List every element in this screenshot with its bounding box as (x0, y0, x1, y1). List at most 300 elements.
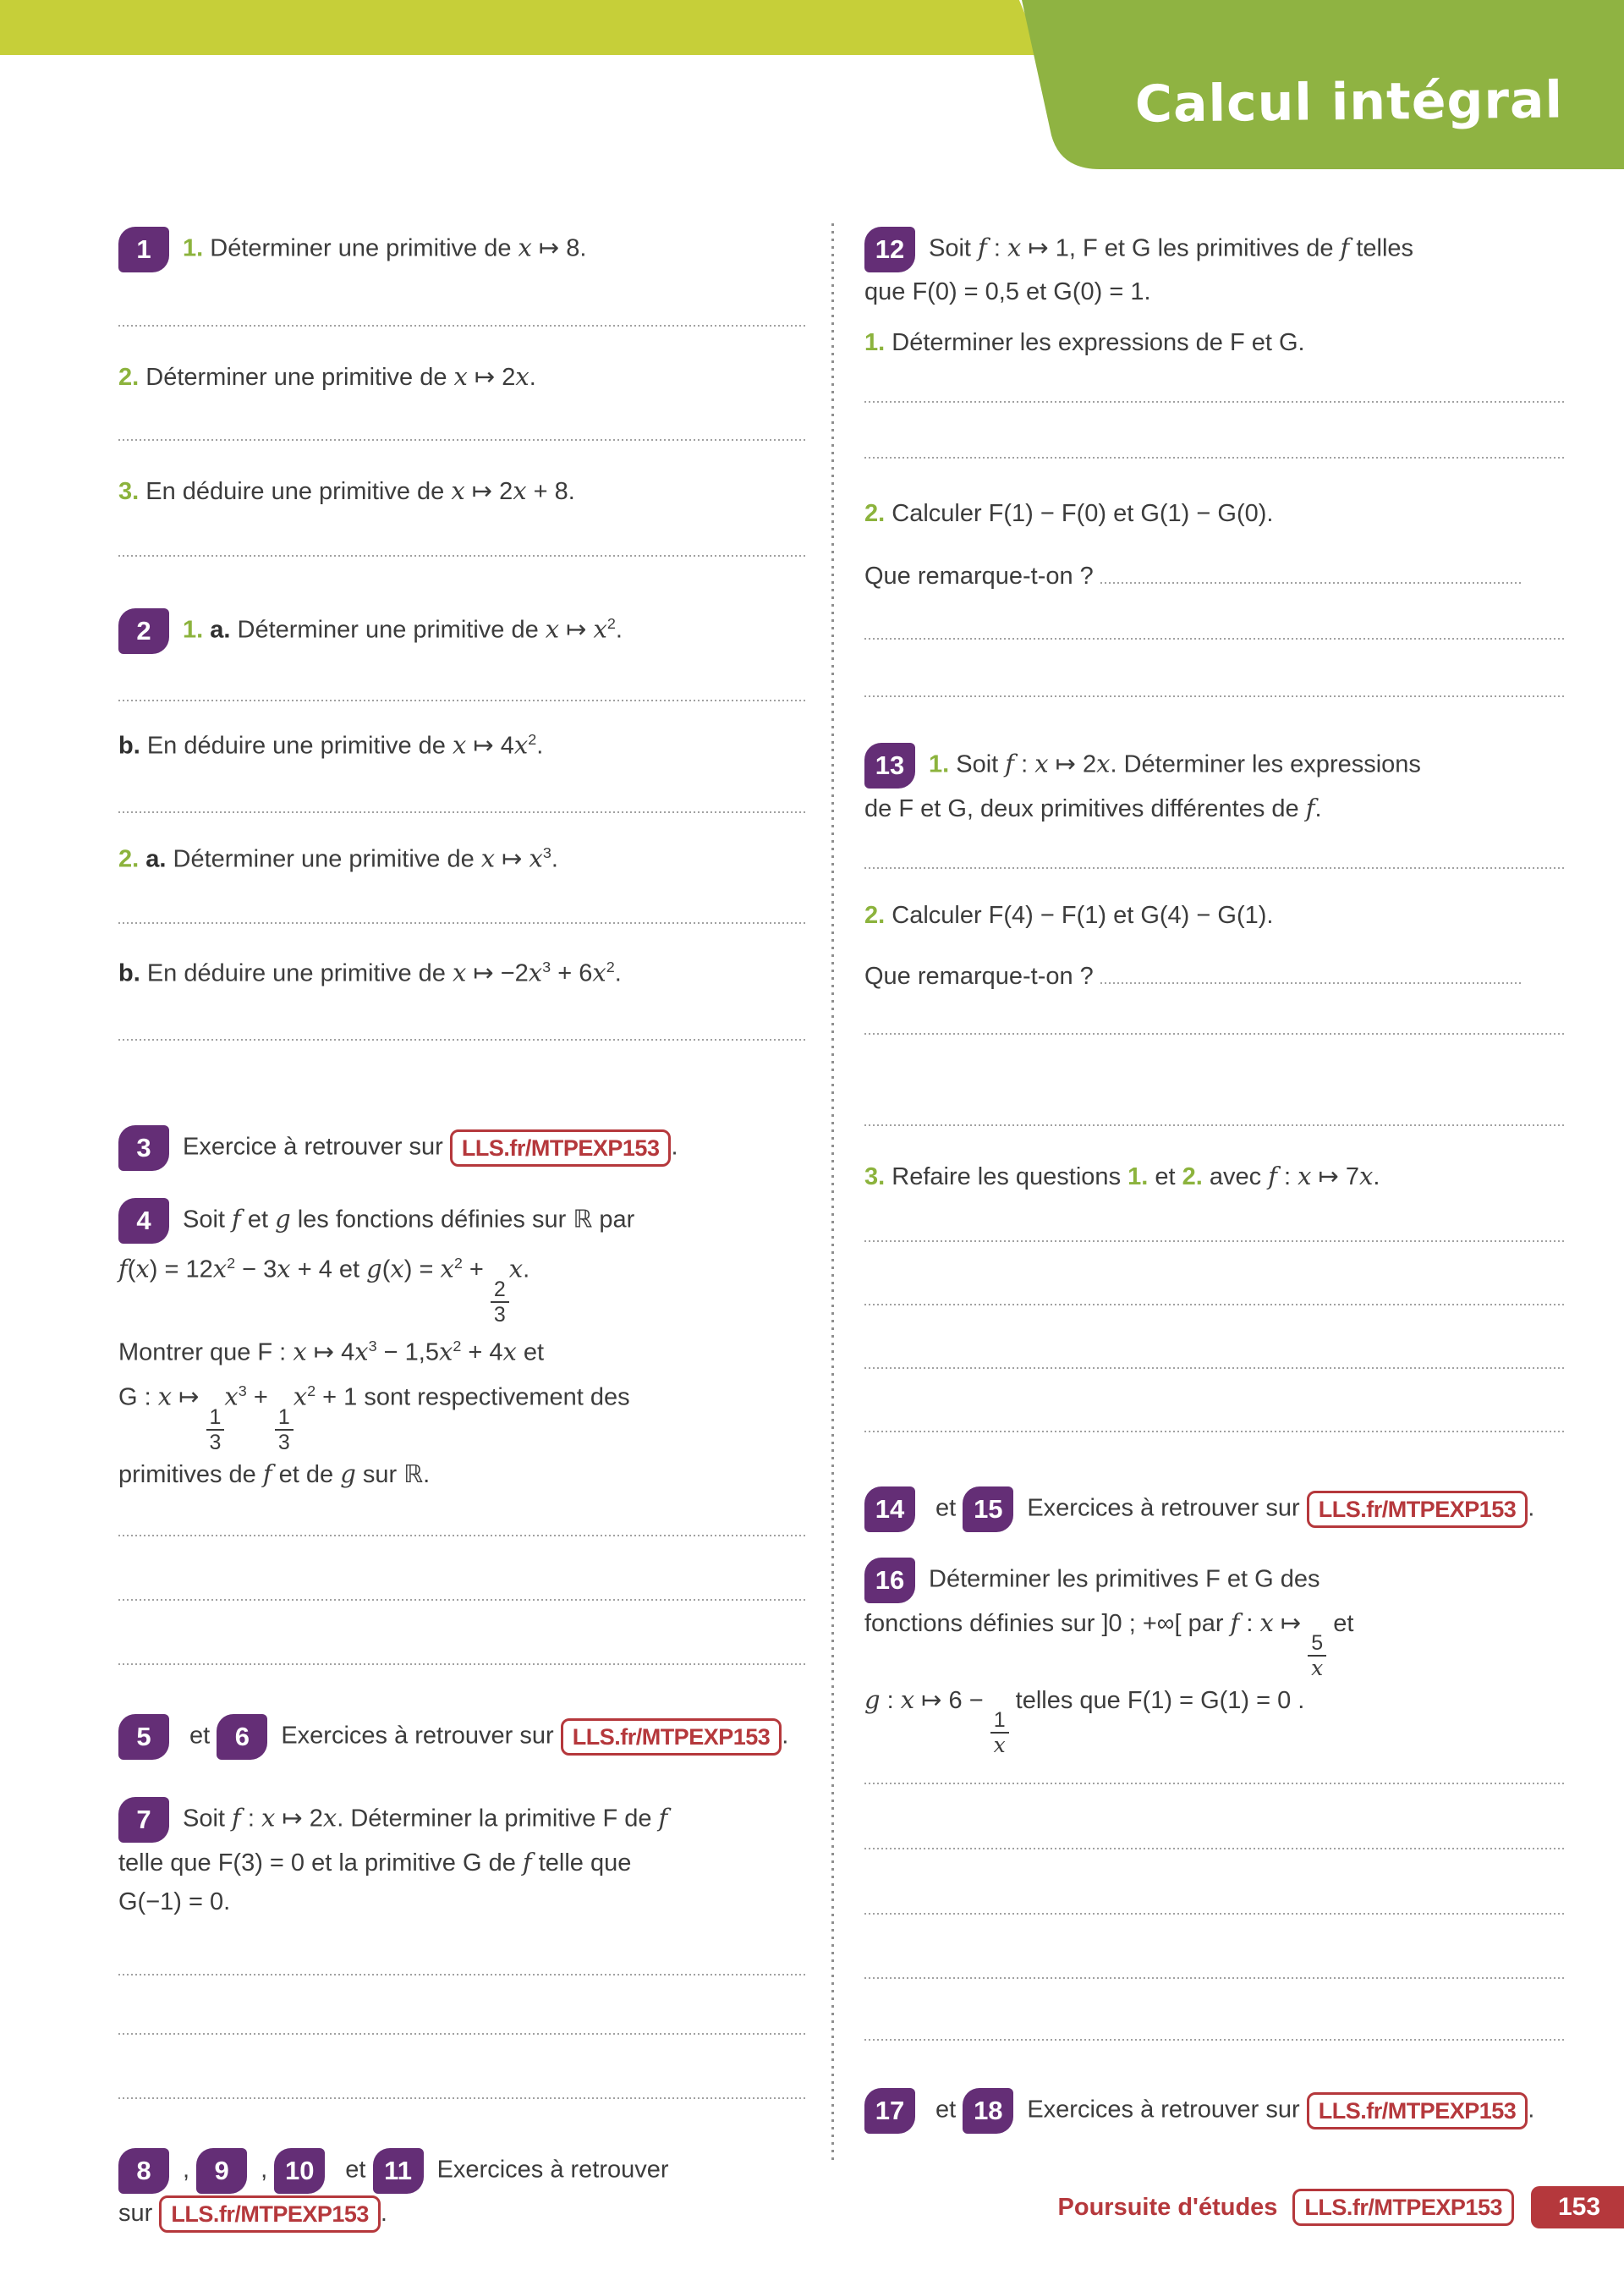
exercise-badge: 7 (118, 1797, 169, 1843)
math-variable: f (978, 233, 987, 262)
text-run: ↦ 4 (466, 732, 514, 760)
exercise-badge: 17 (864, 2088, 915, 2134)
answer-line (864, 1240, 1566, 1242)
exponent: 2 (307, 1382, 316, 1400)
text-run: Calculer F(4) − F(1) et G(4) − G(1). (892, 902, 1274, 929)
math-variable: f (658, 1803, 668, 1833)
text-run: + (462, 1256, 491, 1283)
text-run: Que remarque-t-on ? (864, 563, 1100, 590)
fraction (990, 1708, 1009, 1757)
text-run: ↦ −2 (466, 959, 529, 987)
text-run: . (614, 959, 622, 987)
answer-line (118, 1599, 805, 1601)
exercise-badge: 11 (373, 2148, 424, 2194)
text-run: : (1239, 1610, 1260, 1637)
exercise-badge: 12 (864, 227, 915, 272)
math-variable: x (390, 1254, 404, 1283)
text-run: Soit (183, 1206, 233, 1234)
answer-line (118, 439, 805, 441)
math-variable: x (261, 1803, 276, 1833)
exercise-block (118, 720, 805, 766)
right-column (864, 227, 1566, 2134)
text-run: Déterminer une primitive de (210, 234, 518, 262)
math-variable: x (440, 1254, 454, 1283)
question-number: 1. (183, 234, 211, 262)
exercise-block (864, 1486, 1566, 1532)
math-variable: x (518, 233, 532, 262)
exercise-line (864, 1157, 1566, 1196)
exercise-block (118, 357, 805, 397)
text-run: En déduire une primitive de (146, 732, 453, 760)
exercise-block (118, 227, 805, 272)
exercise-line (118, 720, 805, 766)
exercise-badge: 10 (274, 2148, 325, 2194)
fraction (1308, 1631, 1326, 1680)
answer-line (118, 700, 805, 701)
exercise-badge: 4 (118, 1198, 169, 1244)
math-variable: g (366, 1254, 382, 1283)
question-number: 2. (118, 845, 146, 873)
answer-line (864, 638, 1566, 640)
text-run: : (986, 234, 1007, 262)
text-run: et (240, 1206, 276, 1234)
text-run: : (240, 1805, 261, 1833)
text-run: . (529, 364, 536, 391)
math-variable: x (900, 1685, 915, 1714)
lls-link[interactable]: LLS.fr/MTPEXP153 (1307, 2092, 1528, 2129)
answer-line (864, 457, 1566, 459)
math-variable: g (340, 1459, 356, 1488)
text-run: ↦ 4 (306, 1338, 355, 1366)
exercise-block (864, 227, 1566, 311)
text-run: ↦ 2 (467, 364, 516, 391)
answer-line (118, 1535, 805, 1536)
exercise-line (118, 1797, 805, 1843)
text-run: ( (127, 1256, 136, 1283)
exercise-badge: 9 (196, 2148, 247, 2194)
question-number: 1. (1127, 1163, 1149, 1190)
exponent: 2 (606, 959, 615, 976)
exercise-line (118, 1843, 805, 1882)
answer-line (118, 1974, 805, 1976)
fraction-numerator: 1 (990, 1708, 1009, 1734)
text-run: et (1148, 1163, 1182, 1190)
exercise-badge: 14 (864, 1486, 915, 1532)
answer-line (864, 867, 1566, 869)
answer-line (864, 1913, 1566, 1915)
math-variable: f (232, 1803, 241, 1833)
math-variable: x (293, 1382, 308, 1411)
text-run: telle que F(3) = 0 et la primitive G de (118, 1849, 523, 1877)
exercise-line (864, 2088, 1566, 2134)
text-run: : (880, 1687, 901, 1714)
math-variable: g (864, 1685, 881, 1714)
math-variable: x (480, 844, 496, 873)
math-variable: x (529, 844, 543, 873)
answer-fill (1100, 982, 1522, 984)
question-number: 2. (864, 902, 892, 929)
exercise-line (864, 1680, 1566, 1757)
text-run: Exercice à retrouver sur (183, 1133, 450, 1161)
exercise-line (118, 357, 805, 397)
exercise-block (864, 1558, 1566, 1757)
exercise-block (864, 2088, 1566, 2134)
exponent: 3 (368, 1337, 377, 1355)
math-variable: x (453, 362, 468, 391)
text-run: . (380, 2199, 387, 2227)
text-run: et (1326, 1610, 1354, 1637)
exercise-line (118, 2194, 805, 2233)
text-run: . (671, 1133, 678, 1161)
text-run: Déterminer les primitives F et G des (929, 1565, 1320, 1593)
exponent: 2 (453, 1337, 462, 1355)
math-variable: x (502, 1337, 517, 1366)
exercise-line (118, 1714, 805, 1760)
exponent: 2 (528, 731, 537, 748)
math-variable: x (452, 730, 467, 760)
question-number: 2. (118, 364, 146, 391)
text-run: fonctions définies sur ]0 ; +∞[ par (864, 1610, 1231, 1637)
text-run: ↦ (1273, 1610, 1309, 1637)
exercise-line (864, 1486, 1566, 1532)
math-variable: x (438, 1337, 453, 1366)
text-run: . (523, 1256, 530, 1283)
answer-line (864, 1431, 1566, 1432)
exercise-block (118, 948, 805, 993)
exercise-badge: 13 (864, 743, 915, 789)
exercise-block (864, 557, 1566, 596)
math-variable: f (1230, 1608, 1240, 1637)
text-run: Soit (956, 750, 1006, 778)
exercise-line (118, 948, 805, 993)
exercise-line (864, 227, 1566, 272)
lls-link[interactable]: LLS.fr/MTPEXP153 (561, 1718, 782, 1756)
exercise-line (118, 2148, 805, 2194)
question-number: 1. (183, 616, 211, 644)
exercise-block (864, 896, 1566, 935)
exercise-line (864, 957, 1566, 996)
math-variable: f (1005, 749, 1015, 778)
answer-line (864, 1304, 1566, 1305)
sub-question-letter: a. (145, 845, 173, 873)
fraction-denominator: x (1311, 1656, 1324, 1680)
answer-line (864, 1977, 1566, 1979)
text-run: Exercices à retrouver sur (1027, 1494, 1307, 1522)
fraction-denominator: x (993, 1733, 1006, 1757)
sub-question-letter: b. (118, 732, 147, 760)
fraction-numerator: 1 (275, 1405, 294, 1431)
question-number: 2. (1182, 1163, 1203, 1190)
text-run: avec (1202, 1163, 1269, 1190)
text-run: Refaire les questions (892, 1163, 1128, 1190)
exercise-block (118, 1797, 805, 1921)
text-run: Déterminer les expressions de F et G. (892, 329, 1305, 356)
text-run: + 1 sont respectivement des (315, 1383, 630, 1411)
fraction (491, 1278, 509, 1327)
math-variable: x (224, 1382, 239, 1411)
text-run: telles (1349, 234, 1414, 262)
exercise-line (864, 896, 1566, 935)
text-run: Soit (929, 234, 979, 262)
answer-line (864, 401, 1566, 403)
text-run: ( (381, 1256, 391, 1283)
text-run: les fonctions définies sur (290, 1206, 573, 1234)
badge-joiner: , (183, 2156, 197, 2184)
answer-line (864, 1033, 1566, 1035)
math-variable: x (1034, 749, 1049, 778)
exercise-line (864, 494, 1566, 533)
answer-line (864, 1124, 1566, 1126)
math-variable: f (1268, 1162, 1277, 1190)
exercise-badge: 16 (864, 1558, 915, 1603)
math-variable: x (135, 1254, 150, 1283)
exercise-block (118, 1125, 805, 1171)
exercise-block (118, 604, 805, 654)
text-run: ↦ (495, 845, 529, 873)
text-run: . (536, 732, 544, 760)
text-run: . Déterminer la primitive F de (337, 1805, 659, 1833)
math-variable: x (545, 614, 560, 644)
answer-line (864, 695, 1566, 697)
exponent: 3 (542, 959, 551, 976)
text-run: G(−1) = 0. (118, 1888, 231, 1915)
text-run: Exercices à retrouver (436, 2156, 669, 2184)
fraction-denominator: 3 (277, 1430, 290, 1454)
math-variable: x (515, 362, 529, 391)
math-variable: f (262, 1459, 272, 1488)
text-run: Montrer que F : (118, 1338, 294, 1366)
math-variable: x (528, 958, 543, 987)
math-variable: g (275, 1204, 291, 1234)
math-variable: x (1298, 1162, 1312, 1190)
text-run: − 1,5 (376, 1338, 439, 1366)
text-run: Exercices à retrouver sur (281, 1722, 561, 1750)
math-variable: x (592, 958, 606, 987)
lls-link[interactable]: LLS.fr/MTPEXP153 (1307, 1491, 1528, 1528)
math-variable: x (508, 1254, 524, 1283)
exercise-block (118, 2148, 805, 2233)
math-variable: x (354, 1337, 369, 1366)
exercise-line (864, 1603, 1566, 1680)
lls-link[interactable]: LLS.fr/MTPEXP153 (159, 2195, 381, 2233)
page-number-badge: 153 (1531, 2186, 1624, 2228)
left-column (118, 227, 805, 2233)
answer-line (118, 2097, 805, 2099)
text-run: G : (118, 1383, 158, 1411)
question-number: 1. (929, 750, 957, 778)
math-variable: x (277, 1254, 291, 1283)
text-run: ↦ 2 (275, 1805, 323, 1833)
text-run: + 4 et (290, 1256, 367, 1283)
exercise-badge: 5 (118, 1714, 169, 1760)
exercise-badge: 1 (118, 227, 169, 272)
real-numbers-symbol: ℝ (403, 1459, 424, 1488)
text-run: . (551, 845, 558, 873)
answer-line (864, 1848, 1566, 1849)
text-run: de F et G, deux primitives différentes de (864, 795, 1306, 822)
text-run: . (782, 1722, 789, 1750)
text-run: ↦ (172, 1383, 206, 1411)
fraction-denominator: 3 (493, 1302, 506, 1327)
exponent: 2 (453, 1254, 463, 1272)
exercise-block (864, 957, 1566, 996)
text-run: . (1528, 1494, 1535, 1522)
text-run: . (615, 616, 623, 644)
answer-line (864, 2039, 1566, 2041)
text-run: Exercices à retrouver sur (1027, 2096, 1307, 2124)
text-run: sur (118, 2199, 160, 2227)
math-variable: x (293, 1337, 307, 1366)
math-variable: f (522, 1847, 532, 1877)
text-run: . (1528, 2096, 1535, 2124)
sub-question-letter: a. (210, 616, 238, 644)
page-footer (1058, 2186, 1624, 2228)
text-run: ↦ 8. (531, 234, 587, 262)
text-run: par (592, 1206, 635, 1234)
answer-fill (1100, 582, 1522, 584)
exercise-badge: 2 (118, 608, 169, 654)
text-run: . (1373, 1163, 1380, 1190)
text-run: que F(0) = 0,5 et G(0) = 1. (864, 278, 1151, 305)
math-variable: x (1359, 1162, 1374, 1190)
math-variable: f (118, 1254, 128, 1283)
math-variable: x (157, 1382, 173, 1411)
math-variable: f (1340, 233, 1350, 262)
fraction-numerator: 1 (206, 1405, 225, 1431)
exercise-line (864, 743, 1566, 789)
fraction-denominator: 3 (209, 1430, 222, 1454)
question-number: 1. (864, 329, 892, 356)
text-run: . (423, 1460, 431, 1488)
fraction (206, 1405, 225, 1454)
text-run: Calculer F(1) − F(0) et G(1) − G(0). (892, 500, 1274, 527)
text-run: ↦ 7 (1311, 1163, 1359, 1190)
exercise-line (864, 1558, 1566, 1603)
text-run: Déterminer une primitive de (145, 364, 454, 391)
exercise-line (118, 833, 805, 879)
text-run: Déterminer une primitive de (173, 845, 481, 873)
exercise-badge: 15 (963, 1486, 1013, 1532)
sub-question-letter: b. (118, 959, 147, 987)
exercise-line (118, 1125, 805, 1171)
answer-line (118, 2033, 805, 2035)
text-run: + 4 (461, 1338, 503, 1366)
exercise-block (864, 323, 1566, 362)
exercise-line (118, 471, 805, 511)
answer-line (118, 811, 805, 813)
chapter-title: Calcul intégral (1134, 70, 1564, 135)
text-run: + (246, 1383, 275, 1411)
fraction (275, 1405, 294, 1454)
answer-line (118, 1039, 805, 1041)
text-run: ↦ 1, F et G les primitives de (1021, 234, 1341, 262)
badge-joiner: et (929, 1494, 963, 1522)
text-run: Que remarque-t-on ? (864, 963, 1100, 990)
text-run: ) = (403, 1256, 441, 1283)
exercise-badge: 3 (118, 1125, 169, 1171)
math-variable: x (513, 476, 527, 505)
exercise-line (118, 227, 805, 272)
math-variable: x (212, 1254, 228, 1283)
text-run: ↦ 2 (1048, 750, 1097, 778)
exercise-line (118, 1327, 805, 1372)
question-number: 3. (118, 478, 146, 505)
text-run: telle que (531, 1849, 632, 1877)
badge-joiner: et (183, 1722, 217, 1750)
exercise-line (118, 1244, 805, 1327)
exercise-badge: 8 (118, 2148, 169, 2194)
real-numbers-symbol: ℝ (573, 1204, 593, 1234)
header-yellow-band (0, 0, 1042, 55)
footer-lls-link[interactable]: LLS.fr/MTPEXP153 (1292, 2189, 1514, 2226)
math-variable: f (1305, 794, 1315, 822)
exercise-line (118, 1454, 805, 1494)
exercise-block (118, 833, 805, 879)
text-run: − 3 (235, 1256, 277, 1283)
math-variable: x (513, 730, 529, 760)
exercise-badge: 6 (217, 1714, 267, 1760)
text-run: : (1014, 750, 1035, 778)
fraction-numerator: 5 (1308, 1631, 1326, 1657)
text-run: ↦ 2 (464, 478, 513, 505)
footer-section-label: Poursuite d'études (1057, 2193, 1278, 2221)
text-run: Soit (183, 1805, 233, 1833)
exercise-block (118, 1198, 805, 1494)
exercise-line (118, 604, 805, 654)
badge-joiner: et (929, 2096, 963, 2124)
text-run: et (516, 1338, 545, 1366)
exercise-line (864, 272, 1566, 311)
text-run: En déduire une primitive de (145, 478, 452, 505)
fraction-numerator: 2 (491, 1278, 509, 1303)
badge-joiner: , (261, 2156, 275, 2184)
exercise-block (864, 743, 1566, 828)
exponent: 3 (542, 844, 551, 861)
answer-line (118, 922, 805, 924)
text-run: + 6 (551, 959, 593, 987)
question-number: 2. (864, 500, 892, 527)
exercise-block (864, 494, 1566, 533)
exercise-block (118, 471, 805, 511)
text-run: ↦ (559, 616, 594, 644)
text-run: sur (355, 1460, 404, 1488)
answer-line (864, 1783, 1566, 1784)
math-variable: x (451, 476, 465, 505)
answer-line (118, 555, 805, 557)
exercise-line (118, 1371, 805, 1454)
text-run: ↦ 6 − (914, 1687, 990, 1714)
math-variable: x (593, 614, 607, 644)
exercise-line (118, 1882, 805, 1921)
answer-line (118, 1663, 805, 1665)
text-run: primitives de (118, 1460, 263, 1488)
math-variable: x (1259, 1608, 1274, 1637)
lls-link[interactable]: LLS.fr/MTPEXP153 (450, 1129, 672, 1167)
column-divider (831, 223, 834, 2162)
math-variable: x (1007, 233, 1022, 262)
math-variable: x (1096, 749, 1111, 778)
math-variable: f (232, 1204, 241, 1234)
exercise-line (864, 557, 1566, 596)
exercise-block (118, 1714, 805, 1760)
exercise-line (864, 323, 1566, 362)
text-run: ) = 12 (149, 1256, 213, 1283)
answer-line (864, 1367, 1566, 1369)
text-run: telles que F(1) = G(1) = 0 . (1008, 1687, 1305, 1714)
question-number: 3. (864, 1163, 892, 1190)
exponent: 3 (238, 1382, 247, 1400)
exercise-badge: 18 (963, 2088, 1013, 2134)
